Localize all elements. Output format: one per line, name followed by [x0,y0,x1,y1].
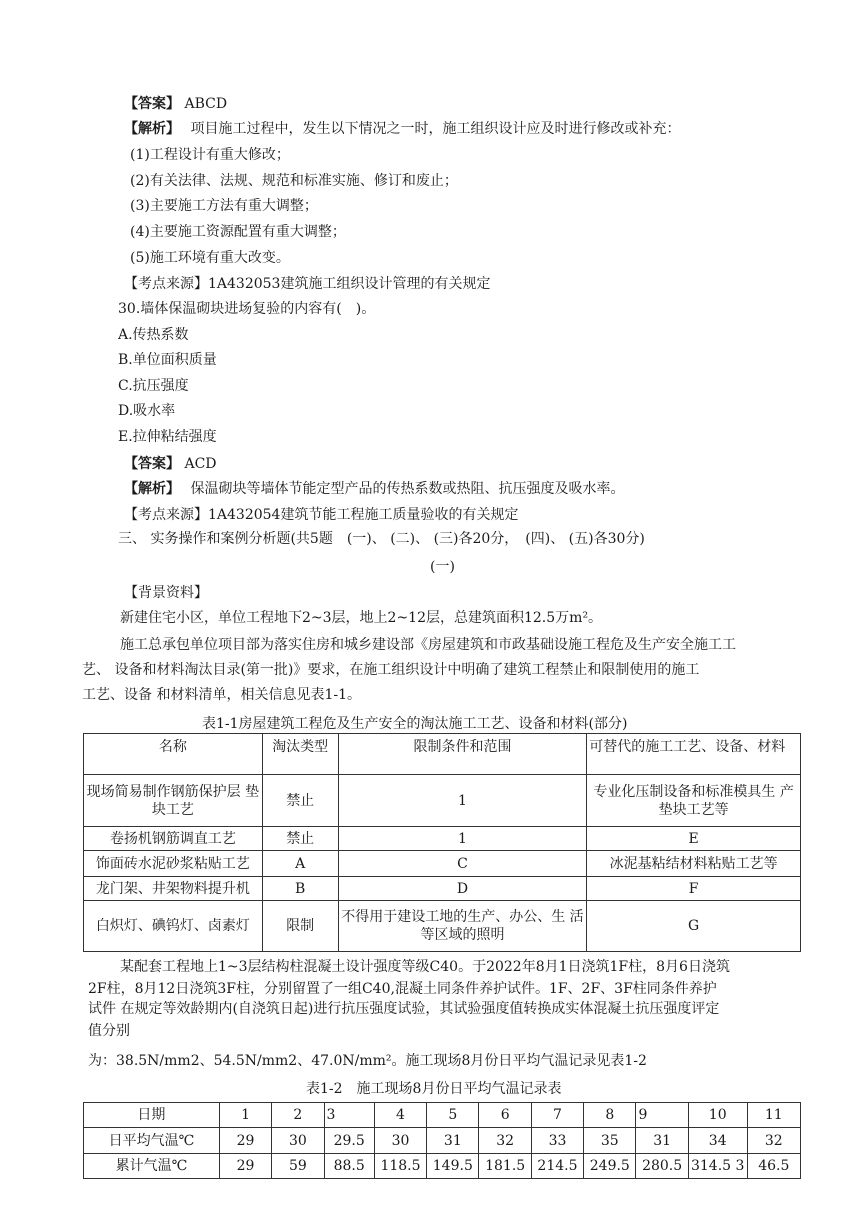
table-cell: 冰泥基粘结材料粘贴工艺等 [587,851,801,877]
table-cell: C [338,851,587,877]
row-label: 累计气温℃ [84,1154,220,1179]
table-cell: D [338,877,587,901]
table-cell: G [587,901,801,952]
list-item: (4)主要施工资源配置有重大调整； [130,224,346,240]
table-cell: 现场简易制作钢筋保护层 垫块工艺 [84,775,263,827]
answer-label: 【答案】 [124,456,180,472]
table-caption: 表1-2 施工现场8月份日平均气温记录表 [306,1081,562,1097]
table-row [84,827,801,851]
table-header: 可替代的施工工艺、设备、材料 [587,734,801,775]
list-item: (1)工程设计有重大修改； [130,147,290,163]
table-header: 限制条件和范围 [338,734,587,775]
table-row [84,901,801,952]
table-cell: 181.5 [479,1154,531,1179]
paragraph-line: 艺、 设备和材料淘汰目录(第一批)》要求，在施工组织设计中明确了建筑工程禁止和限制使用的施工 [82,662,700,678]
paragraph-line: 值分别 [88,1023,130,1039]
table-row [84,775,801,827]
answer-value: ABCD [184,96,228,112]
table-caption: 表1-1房屋建筑工程危及生产安全的淘汰施工工艺、设备和材料(部分) [202,716,628,732]
table-cell: 33 [531,1128,583,1154]
table-cell: 118.5 [374,1154,426,1179]
table-cell: 9 [636,1103,688,1128]
table-cell: 29.5 [324,1128,374,1154]
table-cell: 禁止 [262,827,338,851]
table-cell: E [587,827,801,851]
table-cell: 卷扬机钢筋调直工艺 [84,827,263,851]
table-cell: 白炽灯、碘钨灯、卤素灯 [84,901,263,952]
answer-line [124,95,227,113]
source-line: 【考点来源】1A432053建筑施工组织设计管理的有关规定 [124,276,491,292]
table-cell: 34 [688,1128,747,1154]
option-a: A.传热系数 [118,327,189,343]
table-header-row [84,734,801,775]
paragraph-line: 施工总承包单位项目部为落实住房和城乡建设部《房屋建筑和市政基础设施工程危及生产安全施工工 [120,637,736,653]
table-cell: 禁止 [262,775,338,827]
table-cell: B [262,877,338,901]
table-cell: 32 [747,1128,800,1154]
table-row-temps [84,1128,801,1154]
table-1-2 [83,1102,801,1179]
list-item: (5)施工环境有重大改变。 [130,250,290,266]
table-cell: F [587,877,801,901]
table-cell: 314.5 3 [688,1154,747,1179]
analysis-text: 项目施工过程中，发生以下情况之一时，施工组织设计应及时进行修改或补充： [190,121,681,137]
answer-value: ACD [184,456,217,472]
table-cell: 31 [427,1128,479,1154]
table-header: 淘汰类型 [262,734,338,775]
option-e: E.拉伸粘结强度 [118,429,217,445]
table-cell: 2 [272,1103,324,1128]
table-cell: 29 [219,1128,271,1154]
row-label: 日平均气温℃ [84,1128,220,1154]
table-cell: 35 [584,1128,636,1154]
source-line: 【考点来源】1A432054建筑节能工程施工质量验收的有关规定 [124,507,519,523]
case-number: (一) [430,559,455,575]
option-c: C.抗压强度 [118,378,189,394]
table-header: 名称 [84,734,263,775]
paragraph: 新建住宅小区，单位工程地下2~3层，地上2~12层，总建筑面积12.5万m²。 [120,610,603,626]
table-cell: 280.5 [636,1154,688,1179]
table-cell: A [262,851,338,877]
table-cell: 专业化压制设备和标准模具生 产垫块工艺等 [587,775,801,827]
paragraph-line: 工艺、设备 和材料清单，相关信息见表1-1。 [82,687,361,703]
table-cell: 30 [272,1128,324,1154]
row-label: 日期 [84,1103,220,1128]
table-cell: 149.5 [427,1154,479,1179]
list-item: (3)主要施工方法有重大调整； [130,198,318,214]
list-item: (2)有关法律、法规、规范和标准实施、修订和废止； [130,173,458,189]
table-1-1 [83,733,801,952]
analysis-text: 保温砌块等墙体节能定型产品的传热系数或热阻、抗压强度及吸水率。 [190,481,625,497]
table-cell: 214.5 [531,1154,583,1179]
answer-label: 【答案】 [124,96,180,112]
paragraph-line: 2F柱，8月12日浇筑3F柱，分别留置了一组C40,混凝土同条件养护试件。1F、2F、3F柱同条件养护 [88,981,717,997]
table-cell: 10 [688,1103,747,1128]
paragraph-line: 试件 在规定等效龄期内(自浇筑日起)进行抗压强度试验，其试验强度值转换成实体混凝土抗压强度评定 [88,1001,720,1017]
table-cell: 29 [219,1154,271,1179]
table-row-dates [84,1103,801,1128]
analysis-label: 【解析】 [124,481,180,497]
analysis-label: 【解析】 [124,121,180,137]
table-cell: 6 [479,1103,531,1128]
table-cell: 饰面砖水泥砂浆粘贴工艺 [84,851,263,877]
table-cell: 30 [374,1128,426,1154]
option-d: D.吸水率 [118,403,176,419]
table-cell: 7 [531,1103,583,1128]
table-cell: 1 [219,1103,271,1128]
table-cell: 限制 [262,901,338,952]
question-text: 30.墙体保温砌块进场复验的内容有( )。 [118,301,376,317]
table-cell: 11 [747,1103,800,1128]
table-cell: 龙门架、井架物料提升机 [84,877,263,901]
background-label: 【背景资料】 [124,585,208,601]
table-row-cumulative [84,1154,801,1179]
table-cell: 249.5 [584,1154,636,1179]
table-row [84,877,801,901]
table-cell: 4 [374,1103,426,1128]
table-cell: 32 [479,1128,531,1154]
table-cell: 8 [584,1103,636,1128]
table-cell: 88.5 [324,1154,374,1179]
table-cell: 46.5 [747,1154,800,1179]
paragraph-line: 为：38.5N/mm2、54.5N/mm2、47.0N/mm²。施工现场8月份日平均气温记录见表1-2 [88,1053,647,1069]
table-cell: 不得用于建设工地的生产、办公、生 活等区域的照明 [338,901,587,952]
analysis-line [124,480,624,498]
option-b: B.单位面积质量 [118,352,217,368]
table-cell: 3 [324,1103,374,1128]
table-row [84,851,801,877]
table-cell: 31 [636,1128,688,1154]
table-cell: 1 [338,827,587,851]
table-cell: 59 [272,1154,324,1179]
analysis-line [124,120,680,138]
paragraph-line: 某配套工程地上1~3层结构柱混凝土设计强度等级C40。于2022年8月1日浇筑1F柱，8月6日浇筑 [120,959,730,975]
section-title: 三、 实务操作和案例分析题(共5题 (一)、 (二)、 (三)各20分， (四)、 (五)各30分) [118,531,645,547]
table-cell: 5 [427,1103,479,1128]
table-cell: 1 [338,775,587,827]
answer-line [124,455,217,473]
